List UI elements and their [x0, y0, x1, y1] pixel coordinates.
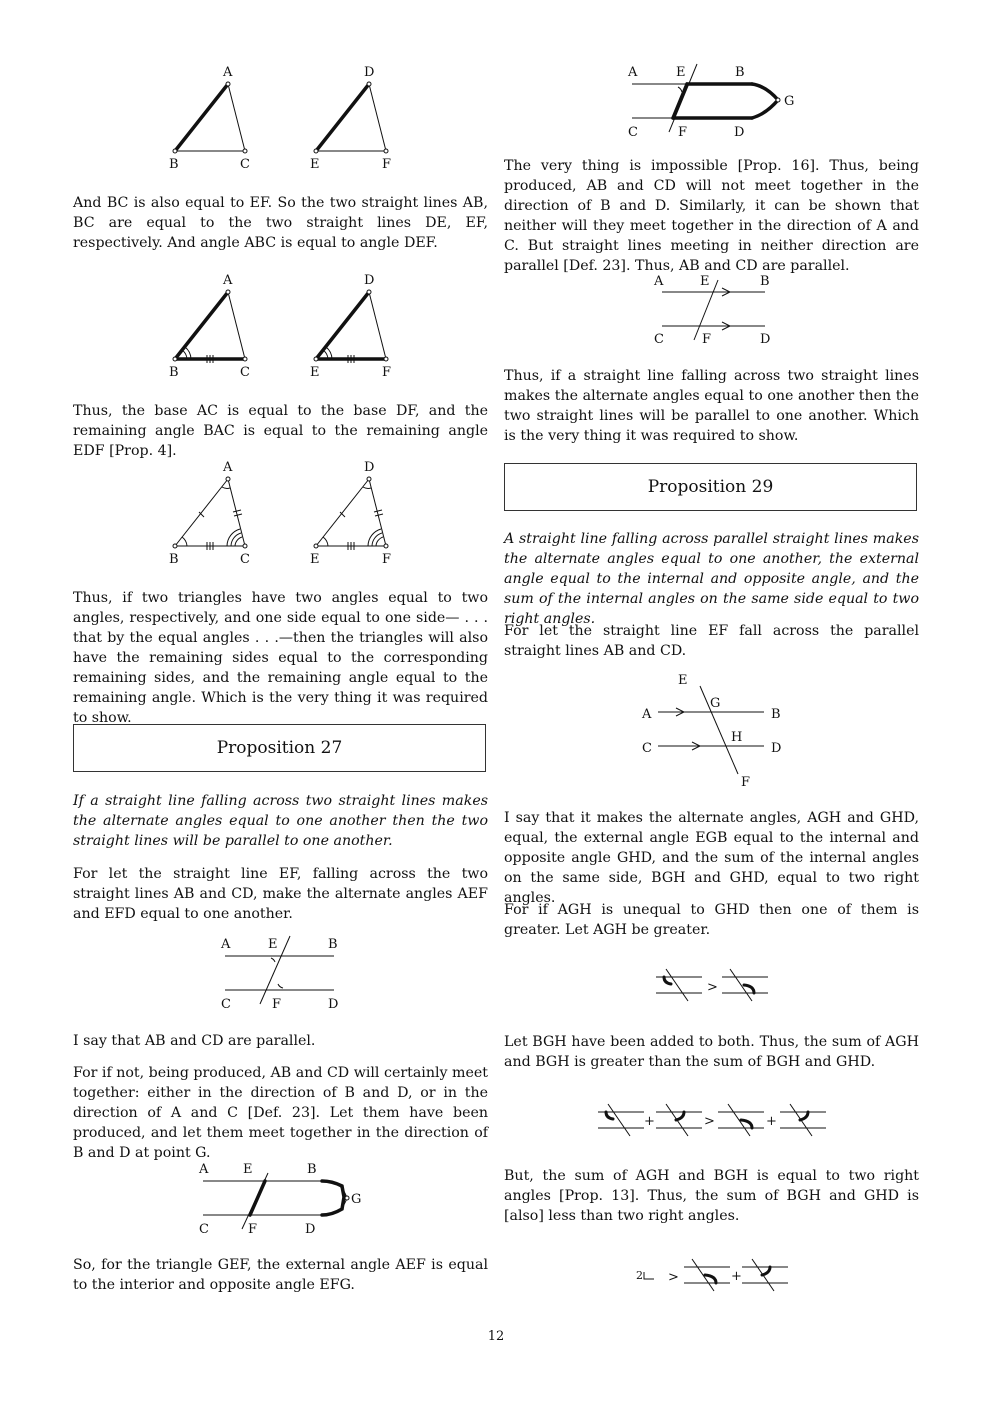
- figure-triangles-3: [163, 457, 503, 569]
- paragraph: For if not, being produced, AB and CD will certainly meet together: either in the direction of B and D, or in the direction of A and C [Def. 23]. Let them have been produced, and let them meet together in the direction of B and D at point G.: [73, 1065, 488, 1161]
- figure-meet-at-g-right: [626, 60, 926, 142]
- figure-label: E: [310, 365, 320, 380]
- figure-prop29: [638, 668, 818, 792]
- figure-label: E: [678, 673, 688, 688]
- figure-label: A: [223, 460, 233, 475]
- figure-right-angles: [632, 1255, 802, 1295]
- paragraph: So, for the triangle GEF, the external angle AEF is equal to the interior and opposite angle EFG.: [73, 1257, 488, 1293]
- figure-label: A: [221, 937, 231, 952]
- figure-label: D: [734, 125, 745, 140]
- figure-label: +: [731, 1269, 742, 1284]
- paragraph: But, the sum of AGH and BGH is equal to two right angles [Prop. 13]. Thus, the sum of BGH and GHD is [also] less than two right angles.: [504, 1168, 919, 1224]
- figure-label: F: [248, 1222, 258, 1237]
- figure-label: A: [654, 274, 664, 289]
- figure-label: G: [351, 1192, 362, 1207]
- figure-label: B: [735, 65, 745, 80]
- paragraph: And BC is also equal to EF. So the two straight lines AB, BC are equal to the two straight lines DE, EF, respectively. And angle ABC is equal to angle DEF.: [73, 195, 488, 251]
- paragraph: For let the straight line EF, falling across the two straight lines AB and CD, make the alternate angles AEF and EFD equal to one another.: [73, 866, 488, 922]
- figure-label: E: [310, 552, 320, 567]
- proposition-27-heading: Proposition 27: [73, 724, 486, 772]
- figure-label: C: [628, 125, 638, 140]
- figure-label: A: [223, 65, 233, 80]
- figure-label: A: [199, 1162, 209, 1177]
- figure-label: B: [328, 937, 338, 952]
- figure-label: >: [704, 1114, 715, 1129]
- figure-label: H: [731, 730, 743, 745]
- figure-label: C: [240, 157, 250, 172]
- enunciation: If a straight line falling across two straight lines makes the alternate angles equal to one another then the two straight lines will be parallel to one another.: [73, 793, 488, 849]
- figure-label: B: [760, 274, 770, 289]
- figure-label: E: [700, 274, 710, 289]
- figure-label: D: [364, 273, 375, 288]
- figure-label: C: [240, 365, 250, 380]
- figure-label: C: [654, 332, 664, 347]
- figure-label: B: [169, 365, 179, 380]
- figure-triangles-1: [163, 62, 503, 174]
- figure-label: D: [328, 997, 339, 1012]
- figure-angle-comparison-2: [596, 1100, 836, 1140]
- figure-label: F: [382, 157, 392, 172]
- figure-label: G: [710, 696, 721, 711]
- figure-label: B: [169, 157, 179, 172]
- paragraph: Thus, the base AC is equal to the base DF, and the remaining angle BAC is equal to the remaining angle EDF [Prop. 4].: [73, 403, 488, 459]
- enunciation: A straight line falling across parallel straight lines makes the alternate angles equal to one another, the external angle equal to the internal and opposite angle, and the sum of the internal angles on the same side equal to two right angles.: [504, 531, 919, 627]
- figure-meet-at-g: [197, 1157, 457, 1239]
- figure-label: E: [676, 65, 686, 80]
- figure-label: +: [644, 1114, 655, 1129]
- figure-label: G: [784, 94, 795, 109]
- figure-label: A: [628, 65, 638, 80]
- figure-label: D: [364, 460, 375, 475]
- paragraph: For let the straight line EF fall across the parallel straight lines AB and CD.: [504, 623, 919, 659]
- paragraph: I say that AB and CD are parallel.: [73, 1033, 316, 1049]
- figure-parallels: [650, 268, 830, 350]
- figure-label: F: [382, 365, 392, 380]
- paragraph: For if AGH is unequal to GHD then one of them is greater. Let AGH be greater.: [504, 902, 919, 938]
- figure-label: D: [364, 65, 375, 80]
- figure-label: D: [771, 741, 782, 756]
- figure-transversal: [219, 932, 399, 1012]
- figure-label: C: [642, 741, 652, 756]
- figure-triangles-2: [163, 270, 503, 382]
- figure-label: F: [678, 125, 688, 140]
- paragraph: Thus, if a straight line falling across two straight lines makes the alternate angles equal to one another then the two straight lines will be parallel to one another. Which is the very thing it was required to show.: [504, 368, 919, 444]
- figure-label: B: [307, 1162, 317, 1177]
- figure-label: F: [272, 997, 282, 1012]
- figure-label: A: [642, 707, 652, 722]
- figure-label: A: [223, 273, 233, 288]
- paragraph: I say that it makes the alternate angles, AGH and GHD, equal, the external angle EGB equal to the internal and opposite angle GHD, and the sum of the internal angles on the same side, BGH and GHD, equal to two right angles.: [504, 810, 919, 906]
- figure-label: +: [766, 1114, 777, 1129]
- figure-label: E: [268, 937, 278, 952]
- figure-label: 2: [636, 1269, 643, 1282]
- figure-label: D: [760, 332, 771, 347]
- figure-label: B: [771, 707, 781, 722]
- figure-label: B: [169, 552, 179, 567]
- page-number: 12: [487, 1329, 505, 1344]
- figure-label: D: [305, 1222, 316, 1237]
- paragraph: Let BGH have been added to both. Thus, the sum of AGH and BGH is greater than the sum of BGH and GHD.: [504, 1034, 919, 1070]
- figure-label: E: [243, 1162, 253, 1177]
- figure-angle-comparison-1: [652, 965, 782, 1005]
- figure-label: C: [240, 552, 250, 567]
- figure-label: F: [702, 332, 712, 347]
- figure-label: >: [707, 980, 718, 995]
- figure-label: C: [199, 1222, 209, 1237]
- figure-label: >: [668, 1270, 679, 1285]
- figure-label: F: [741, 775, 751, 790]
- proposition-29-heading: Proposition 29: [504, 463, 917, 511]
- figure-label: F: [382, 552, 392, 567]
- paragraph: Thus, if two triangles have two angles equal to two angles, respectively, and one side equal to one side— . . . that by the equal angles . . .—then the triangles will also have the remaining sides equal to the corresponding remaining sides, and the remaining angle equal to the remaining angle. Which is the very thing it was required to show.: [73, 590, 488, 726]
- figure-label: C: [221, 997, 231, 1012]
- figure-label: E: [310, 157, 320, 172]
- paragraph: The very thing is impossible [Prop. 16]. Thus, being produced, AB and CD will not meet together in the direction of B and D. Similarly, it can be shown that neither will they meet together in the direction of A and C. But straight lines meeting in neither direction are parallel [Def. 23]. Thus, AB and CD are parallel.: [504, 158, 919, 274]
